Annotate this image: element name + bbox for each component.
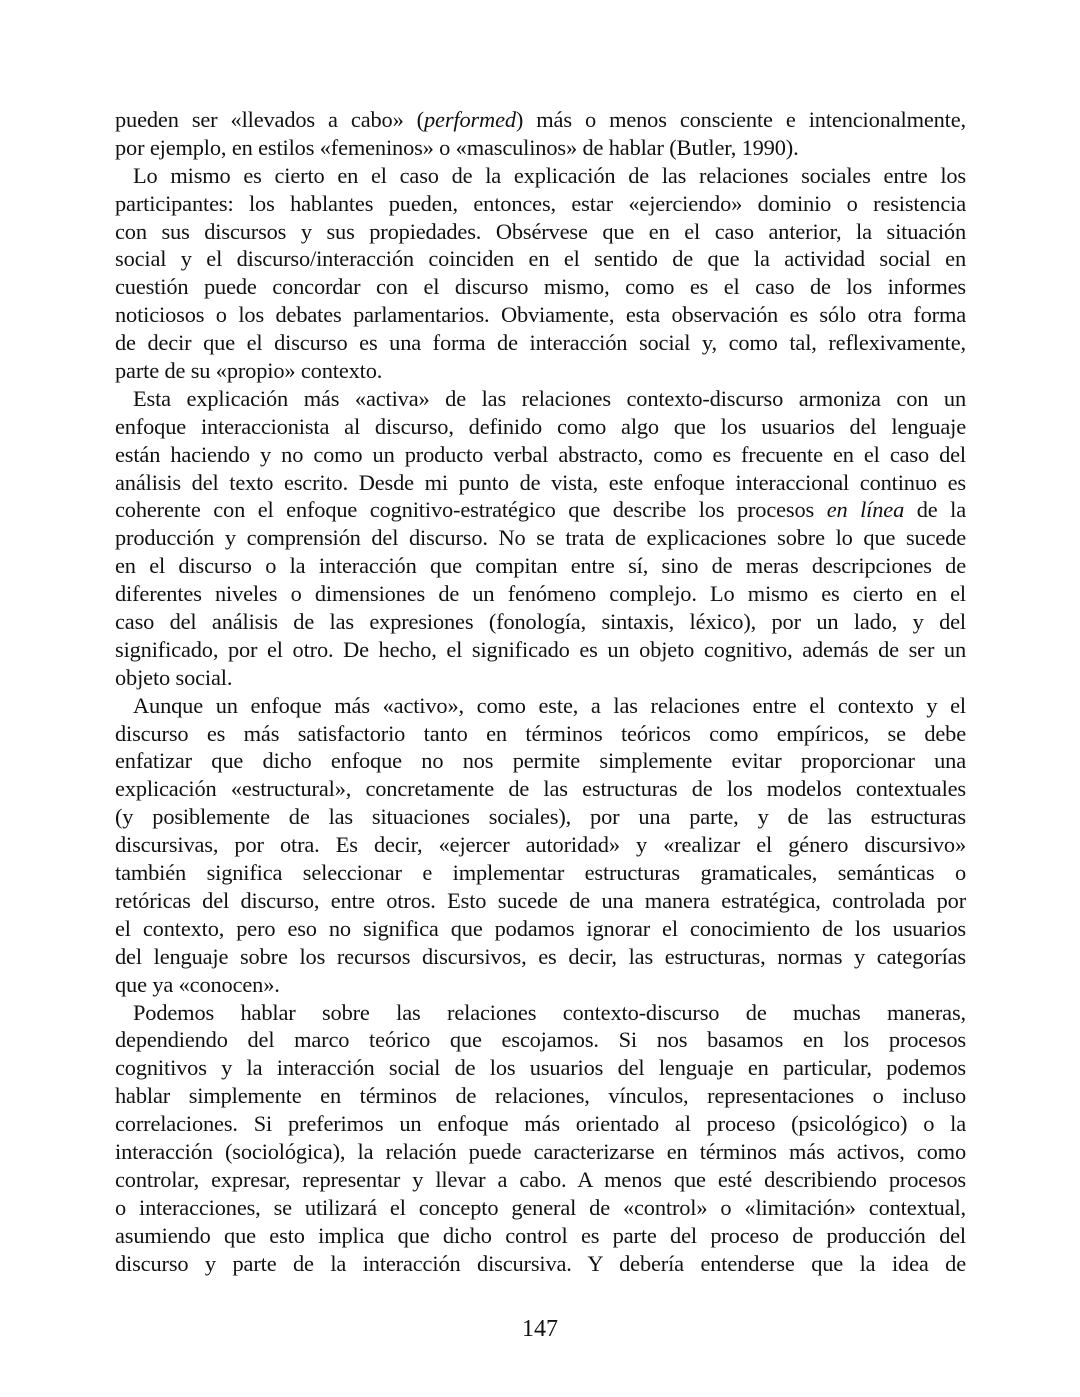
text-span: ) más o menos consciente e intencionalmente, <box>515 107 966 132</box>
text-span: en el discurso o la interacción que compitan entre sí, sino de meras descripciones de <box>115 553 966 579</box>
text-line <box>115 413 966 441</box>
text-span: enfoque interaccionista al discurso, definido como algo que los usuarios del lenguaje <box>115 413 966 439</box>
text-line <box>115 301 966 329</box>
text-span: significado, por el otro. De hecho, el significado es un objeto cognitivo, además de ser un <box>115 636 966 662</box>
text-span: que ya «conocen». <box>115 971 280 997</box>
text-span: análisis del texto escrito. Desde mi punto de vista, este enfoque interaccional continuo es <box>115 469 966 495</box>
text-line <box>115 357 966 385</box>
text-line <box>115 580 966 608</box>
paragraph <box>115 692 966 999</box>
text-line <box>115 971 966 999</box>
text-span: enfatizar que dicho enfoque no nos permite simplemente evitar proporcionar una <box>115 748 966 774</box>
text-span: controlar, expresar, representar y llevar a cabo. A menos que esté describiendo procesos <box>115 1166 966 1192</box>
text-line <box>115 329 966 357</box>
text-span: objeto social. <box>115 664 233 690</box>
text-span: Podemos hablar sobre las relaciones contexto-discurso de muchas maneras, <box>133 999 966 1025</box>
text-line <box>115 720 966 748</box>
text-line <box>115 190 966 218</box>
text-span: por ejemplo, en estilos «femeninos» o «masculinos» de hablar (Butler, 1990). <box>115 134 799 160</box>
text-span: de decir que el discurso es una forma de interacción social y, como tal, reflexivamente, <box>115 330 966 356</box>
text-line <box>115 218 966 246</box>
text-line <box>115 385 966 413</box>
text-line <box>115 162 966 190</box>
text-line <box>115 1194 966 1222</box>
text-span: Esta explicación más «activa» de las relaciones contexto-discurso armoniza con un <box>133 385 966 411</box>
text-line <box>115 999 966 1027</box>
text-span: hablar simplemente en términos de relaciones, vínculos, representaciones o incluso <box>115 1083 966 1109</box>
text-line <box>115 608 966 636</box>
text-line <box>115 1026 966 1054</box>
text-span: retóricas del discurso, entre otros. Esto sucede de una manera estratégica, controlada por <box>115 887 966 913</box>
page-number: 147 <box>522 1316 558 1342</box>
paragraph <box>115 385 966 692</box>
text-span: discursivas, por otra. Es decir, «ejercer autoridad» y «realizar el género discursivo» <box>115 832 966 858</box>
text-line <box>115 1250 966 1278</box>
paragraph <box>115 106 966 162</box>
text-span: pueden ser «llevados a cabo» ( <box>115 107 424 132</box>
text-span: participantes: los hablantes pueden, entonces, estar «ejerciendo» dominio o resistencia <box>115 190 966 216</box>
text-line <box>115 915 966 943</box>
italic-term: en línea <box>826 497 905 523</box>
text-span: explicación «estructural», concretamente de las estructuras de los modelos contextuales <box>115 776 966 802</box>
text-line <box>115 1110 966 1138</box>
text-line <box>115 664 966 692</box>
text-span: del lenguaje sobre los recursos discursivos, es decir, las estructuras, normas y categorías <box>115 943 966 969</box>
text-span: caso del análisis de las expresiones (fonología, sintaxis, léxico), por un lado, y del <box>115 609 966 635</box>
text-span: producción y comprensión del discurso. No se trata de explicaciones sobre lo que sucede <box>115 525 966 551</box>
text-span: parte de su «propio» contexto. <box>115 358 383 384</box>
text-span: noticiosos o los debates parlamentarios. Obviamente, esta observación es sólo otra forma <box>115 302 966 328</box>
text-span: diferentes niveles o dimensiones de un fenómeno complejo. Lo mismo es cierto en el <box>115 581 966 607</box>
text-span: cuestión puede concordar con el discurso mismo, como es el caso de los informes <box>115 274 966 300</box>
italic-term: performed <box>423 107 516 132</box>
text-line <box>115 552 966 580</box>
text-line <box>115 859 966 887</box>
text-line <box>115 1054 966 1082</box>
text-line <box>115 636 966 664</box>
text-span: interacción (sociológica), la relación puede caracterizarse en términos más activos, como <box>115 1138 966 1164</box>
text-line <box>115 1138 966 1166</box>
text-span: de la <box>904 497 967 523</box>
text-span: están haciendo y no como un producto verbal abstracto, como es frecuente en el caso del <box>115 441 966 467</box>
text-line <box>115 469 966 497</box>
text-span: Lo mismo es cierto en el caso de la explicación de las relaciones sociales entre los <box>133 162 966 188</box>
text-span: asumiendo que esto implica que dicho control es parte del proceso de producción del <box>115 1222 966 1248</box>
text-span: también significa seleccionar e implementar estructuras gramaticales, semánticas o <box>115 860 966 886</box>
text-line <box>115 1222 966 1250</box>
text-span: Aunque un enfoque más «activo», como este, a las relaciones entre el contexto y el <box>133 692 966 718</box>
text-span: social y el discurso/interacción coinciden en el sentido de que la actividad social en <box>115 246 966 272</box>
text-span: o interacciones, se utilizará el concepto general de «control» o «limitación» contextual, <box>115 1194 966 1220</box>
text-span: discurso y parte de la interacción discursiva. Y debería entenderse que la idea de <box>115 1250 966 1276</box>
text-line <box>115 747 966 775</box>
text-span: con sus discursos y sus propiedades. Obsérvese que en el caso anterior, la situación <box>115 218 966 244</box>
text-line <box>115 441 966 469</box>
text-line <box>115 943 966 971</box>
text-line <box>115 692 966 720</box>
text-span: cognitivos y la interacción social de los usuarios del lenguaje en particular, podemos <box>115 1055 966 1081</box>
text-line <box>115 496 966 524</box>
text-line <box>115 1082 966 1110</box>
text-span: (y posiblemente de las situaciones sociales), por una parte, y de las estructuras <box>115 804 966 830</box>
text-line <box>115 775 966 803</box>
text-line <box>115 1166 966 1194</box>
text-line <box>115 134 966 162</box>
paragraph <box>115 162 966 385</box>
text-line <box>115 887 966 915</box>
body-text <box>115 106 966 1277</box>
text-line <box>115 273 966 301</box>
text-span: coherente con el enfoque cognitivo-estratégico que describe los procesos <box>115 497 827 523</box>
text-line <box>115 245 966 273</box>
paragraph <box>115 999 966 1278</box>
text-span: dependiendo del marco teórico que escojamos. Si nos basamos en los procesos <box>115 1027 966 1053</box>
text-line <box>115 106 966 134</box>
text-line <box>115 831 966 859</box>
text-line <box>115 524 966 552</box>
text-span: el contexto, pero eso no significa que podamos ignorar el conocimiento de los usuarios <box>115 915 966 941</box>
text-span: correlaciones. Si preferimos un enfoque más orientado al proceso (psicológico) o la <box>115 1111 966 1137</box>
text-span: discurso es más satisfactorio tanto en términos teóricos como empíricos, se debe <box>115 720 966 746</box>
text-line <box>115 803 966 831</box>
